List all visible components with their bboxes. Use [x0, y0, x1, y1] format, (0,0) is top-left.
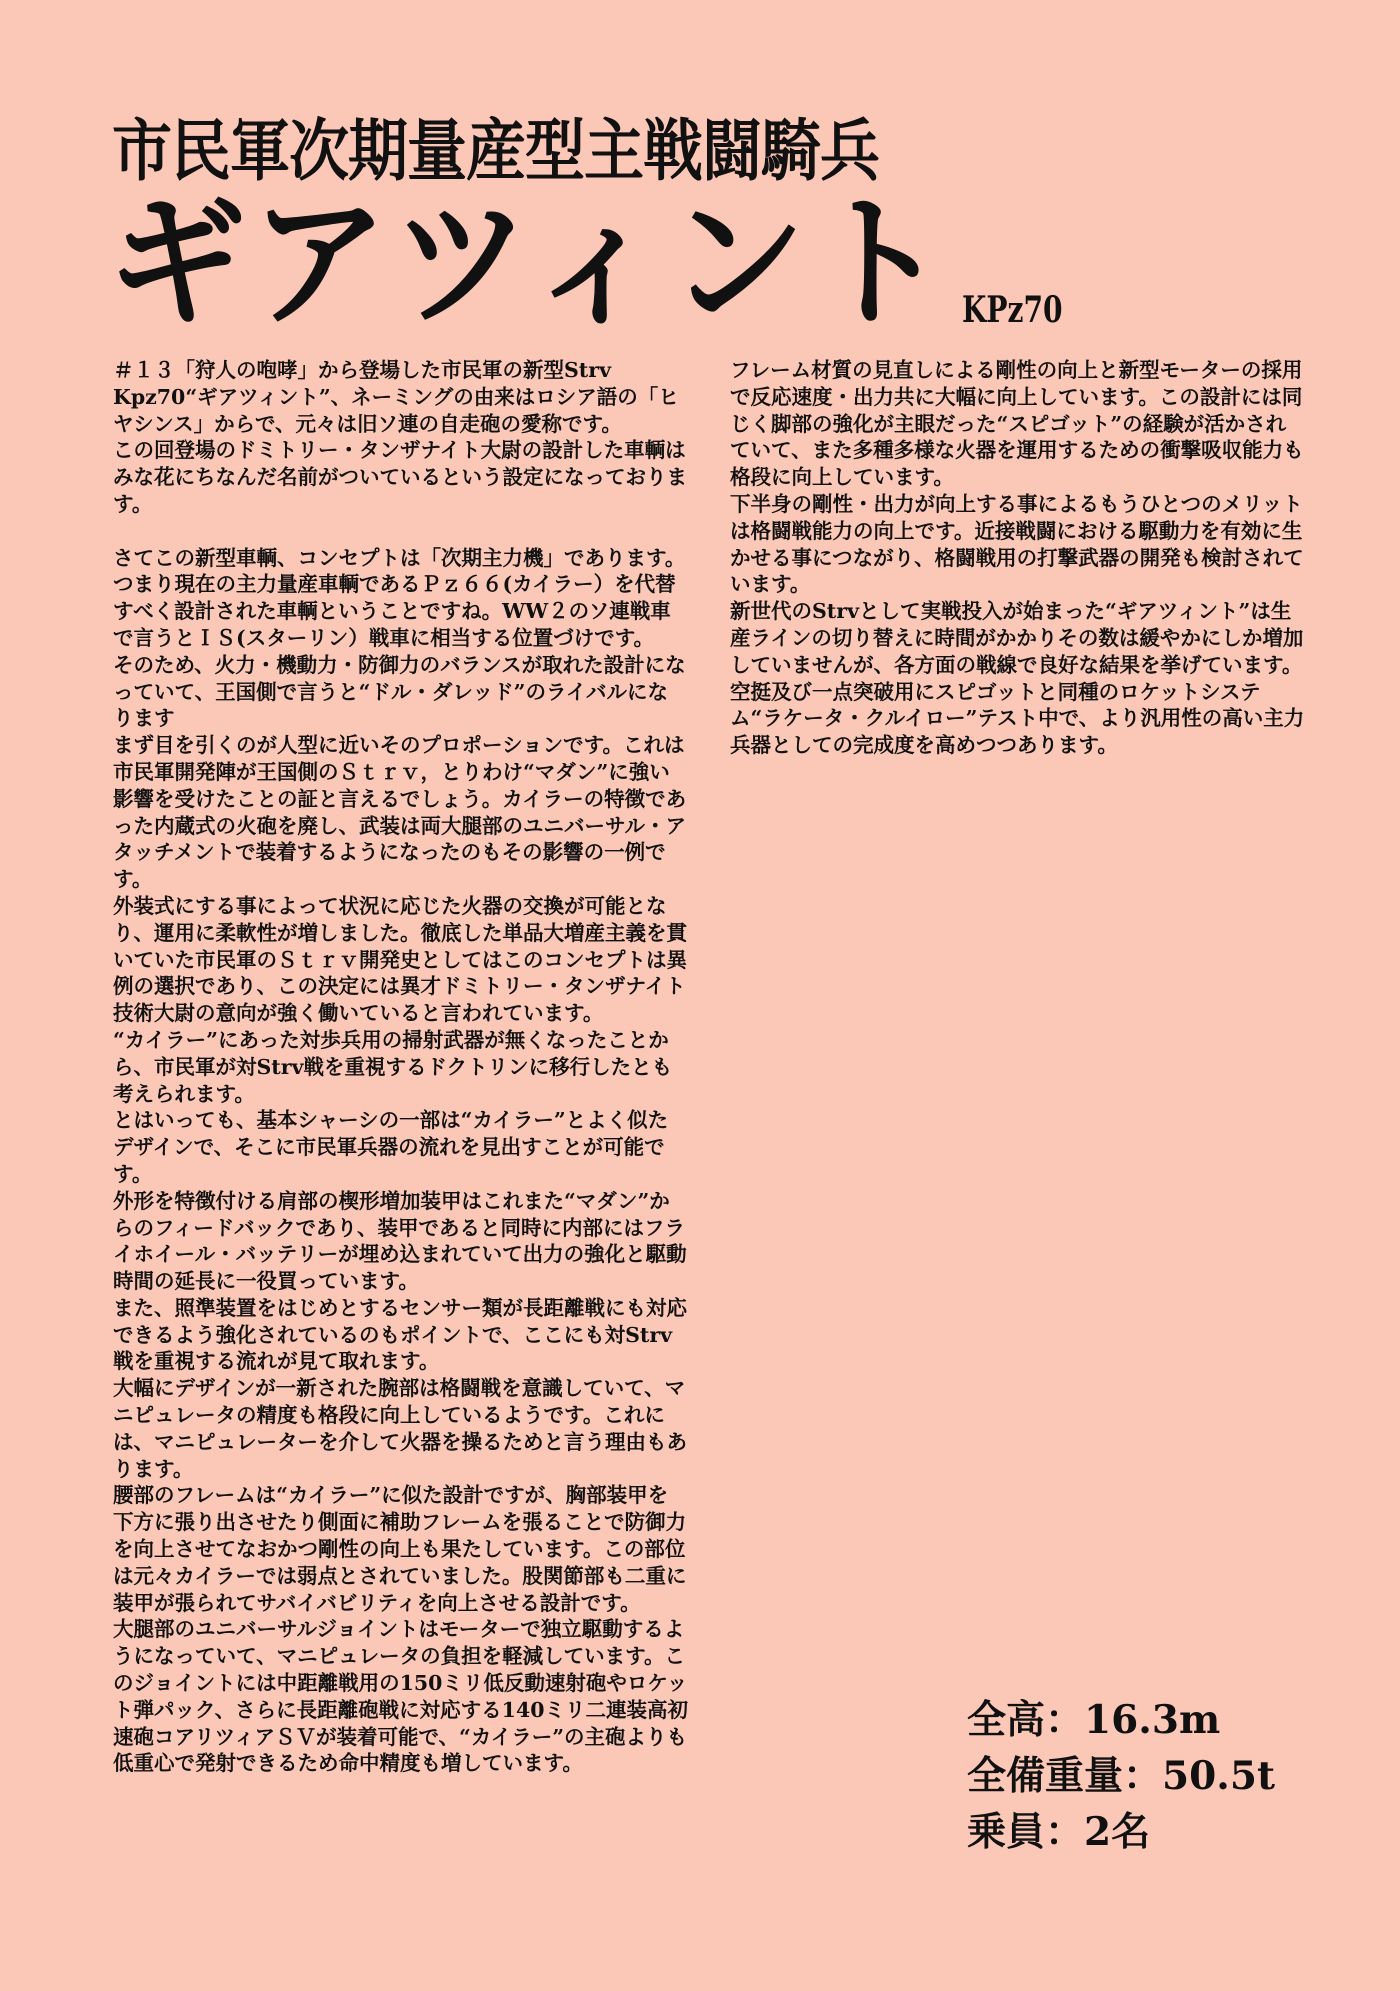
paragraph: 大腿部のユニバーサルジョイントはモーターで独立駆動するようになっていて、マニピュレータの負担を軽減しています。このジョイントには中距離戦用の150ミリ低反動速射砲やロケット弾パック、さらに長距離砲戦に対応する140ミリ二連装高初速砲コアリツィアＳＶが装着可能で、“カイラー”の主砲よりも低重心で発射できるため命中精度も増しています。 [113, 1617, 688, 1776]
page-subtitle: 市民軍次期量産型主戦闘騎兵 [112, 112, 879, 191]
blank-line [113, 518, 688, 545]
right-text-column [730, 357, 1305, 759]
paragraph: 新世代のStrvとして実戦投入が始まった“ギアツィント”は生産ラインの切り替えに時間がかかりその数は緩やかにしか増加していませんが、各方面の戦線で良好な結果を挙げています。空挺及び一点突破用にスピゴットと同種のロケットシステム“ラケータ・クルイロー”テスト中で、より汎用性の高い主力兵器としての完成度を高めつつあります。 [730, 599, 1305, 758]
paragraph: 大幅にデザインが一新された腕部は格闘戦を意識していて、マニピュレータの精度も格段に向上しているようです。これには、マニピュレーターを介して火器を操るためと言う理由もあります。 [113, 1376, 687, 1481]
paragraph: 下半身の剛性・出力が向上する事によるもうひとつのメリットは格闘戦能力の向上です。近接戦闘における駆動力を有効に生かせる事につながり、格闘戦用の打撃武器の開発も検討されています。 [730, 491, 1304, 597]
paragraph: この回登場のドミトリー・タンザナイト大尉の設計した車輌はみな花にちなんだ名前がついているという設定になっております。 [113, 438, 687, 516]
paragraph: とはいっても、基本シャーシの一部は“カイラー”とよく似たデザインで、そこに市民軍兵器の流れを見出すことが可能です。 [113, 1108, 669, 1186]
paragraph: 外形を特徴付ける肩部の楔形増加装甲はこれまた“マダン”からのフィードバックであり、装甲であると同時に内部にはフライホイール・バッテリーが埋め込まれていて出力の強化と駆動時間の延長に一役買っています。 [113, 1188, 687, 1294]
paragraph: さてこの新型車輌、コンセプトは「次期主力機」であります。つまり現在の主力量産車輌であるＰｚ６６(カイラー）を代替すべく設計された車輌ということですね。WW２のソ連戦車で言うとＩＳ(スターリン）戦車に相当する位置づけです。 [113, 545, 686, 650]
spec-weight: 全備重量：50.5t [967, 1753, 1276, 1799]
paragraph: また、照準装置をはじめとするセンサー類が長距離戦にも対応できるよう強化されているのもポイントで、ここにも対Strv戦を重視する流れが見て取れます。 [113, 1295, 687, 1374]
left-text-column [113, 357, 688, 1777]
spec-height: 全高：16.3m [967, 1697, 1221, 1743]
paragraph: そのため、火力・機動力・防御力のバランスが取れた設計になっていて、王国側で言うと“ドル・ダレッド”のライバルになります [113, 652, 686, 731]
page-title: ギアツィント [108, 176, 952, 348]
paragraph: まず目を引くのが人型に近いそのプロポーションです。これは市民軍開発陣が王国側のＳｔｒｖ，とりわけ“マダン”に強い影響を受けたことの証と言えるでしょう。カイラーの特徴であった内蔵式の火砲を廃し、武装は両大腿部のユニバーサル・アタッチメントで装着するようになったのもその影響の一例です。 [113, 733, 687, 892]
spec-block [967, 1692, 1275, 1860]
paragraph: フレーム材質の見直しによる剛性の向上と新型モーターの採用で反応速度・出力共に大幅に向上しています。この設計には同じく脚部の強化が主眼だった“スピゴット”の経験が活かされていて、また多種多様な火器を運用するための衝撃吸収能力も格段に向上しています。 [730, 358, 1304, 490]
paragraph: ＃１３「狩人の咆哮」から登場した市民軍の新型Strv Kpz70“ギアツィント”、ネーミングの由来はロシア語の「ヒヤシンス」からで、元々は旧ソ連の自走砲の愛称です。 [113, 358, 679, 436]
paragraph: 外装式にする事によって状況に応じた火器の交換が可能となり、運用に柔軟性が増しました。徹底した単品大増産主義を貫いていた市民軍のＳｔｒｖ開発史としてはこのコンセプトは異例の選択であり、この決定には異才ドミトリー・タンザナイト技術大尉の意向が強く働いていると言われています。 [113, 893, 687, 1026]
paragraph: 腰部のフレームは“カイラー”に似た設計ですが、胸部装甲を下方に張り出させたり側面に補助フレームを張ることで防御力を向上させてなおかつ剛性の向上も果たしています。この部位は元々カイラーでは弱点とされていました。股関節部も二重に装甲が張られてサバイバビリティを向上させる設計です。 [113, 1483, 687, 1615]
spec-crew: 乗員：2名 [967, 1809, 1151, 1855]
paragraph: “カイラー”にあった対歩兵用の掃射武器が無くなったことから、市民軍が対Strv戦を重視するドクトリンに移行したとも考えられます。 [113, 1027, 673, 1106]
model-designation: KPz70 [962, 289, 1063, 331]
